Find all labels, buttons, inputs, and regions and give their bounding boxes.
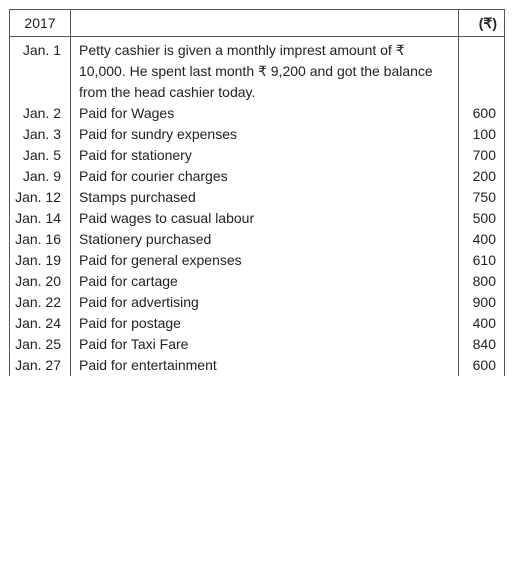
header-date: 2017 — [10, 10, 71, 37]
table-body — [10, 37, 505, 377]
row-description: Petty cashier is given a monthly imprest amount of ₹ 10,000. He spent last month ₹ 9,200 and got the balance from the head cashier today. — [71, 37, 459, 104]
row-amount: 400 — [459, 313, 505, 334]
table-row — [10, 355, 505, 376]
row-amount — [459, 37, 505, 104]
row-amount: 800 — [459, 271, 505, 292]
row-date: Jan. 25 — [10, 334, 71, 355]
row-description: Paid for sundry expenses — [71, 124, 459, 145]
row-date: Jan. 27 — [10, 355, 71, 376]
row-date: Jan. 12 — [10, 187, 71, 208]
row-date: Jan. 9 — [10, 166, 71, 187]
row-description: Paid wages to casual labour — [71, 208, 459, 229]
row-amount: 400 — [459, 229, 505, 250]
row-description: Stamps purchased — [71, 187, 459, 208]
row-description: Stationery purchased — [71, 229, 459, 250]
row-date: Jan. 20 — [10, 271, 71, 292]
table-row — [10, 124, 505, 145]
table-row — [10, 187, 505, 208]
row-date: Jan. 1 — [10, 37, 71, 104]
row-amount: 900 — [459, 292, 505, 313]
header-description — [71, 10, 459, 37]
petty-cash-table-container — [9, 9, 505, 376]
table-row — [10, 37, 505, 104]
table-row — [10, 229, 505, 250]
row-date: Jan. 24 — [10, 313, 71, 334]
header-row — [10, 10, 505, 37]
row-description: Paid for general expenses — [71, 250, 459, 271]
table-row — [10, 292, 505, 313]
table-row — [10, 334, 505, 355]
row-amount: 610 — [459, 250, 505, 271]
table-row — [10, 103, 505, 124]
row-amount: 500 — [459, 208, 505, 229]
table-row — [10, 145, 505, 166]
row-description: Paid for cartage — [71, 271, 459, 292]
row-description: Paid for Taxi Fare — [71, 334, 459, 355]
table-header — [10, 10, 505, 37]
row-description: Paid for advertising — [71, 292, 459, 313]
row-amount: 750 — [459, 187, 505, 208]
row-amount: 600 — [459, 103, 505, 124]
table-row — [10, 166, 505, 187]
row-amount: 600 — [459, 355, 505, 376]
row-description: Paid for stationery — [71, 145, 459, 166]
table-row — [10, 208, 505, 229]
row-date: Jan. 5 — [10, 145, 71, 166]
row-description: Paid for Wages — [71, 103, 459, 124]
row-description: Paid for entertainment — [71, 355, 459, 376]
row-amount: 700 — [459, 145, 505, 166]
row-description: Paid for postage — [71, 313, 459, 334]
row-date: Jan. 3 — [10, 124, 71, 145]
row-date: Jan. 14 — [10, 208, 71, 229]
row-date: Jan. 2 — [10, 103, 71, 124]
header-amount: (₹) — [459, 10, 505, 37]
row-amount: 200 — [459, 166, 505, 187]
row-date: Jan. 19 — [10, 250, 71, 271]
table-row — [10, 271, 505, 292]
row-description: Paid for courier charges — [71, 166, 459, 187]
row-date: Jan. 16 — [10, 229, 71, 250]
row-date: Jan. 22 — [10, 292, 71, 313]
table-row — [10, 250, 505, 271]
table-row — [10, 313, 505, 334]
row-amount: 840 — [459, 334, 505, 355]
row-amount: 100 — [459, 124, 505, 145]
petty-cash-table — [9, 9, 505, 376]
